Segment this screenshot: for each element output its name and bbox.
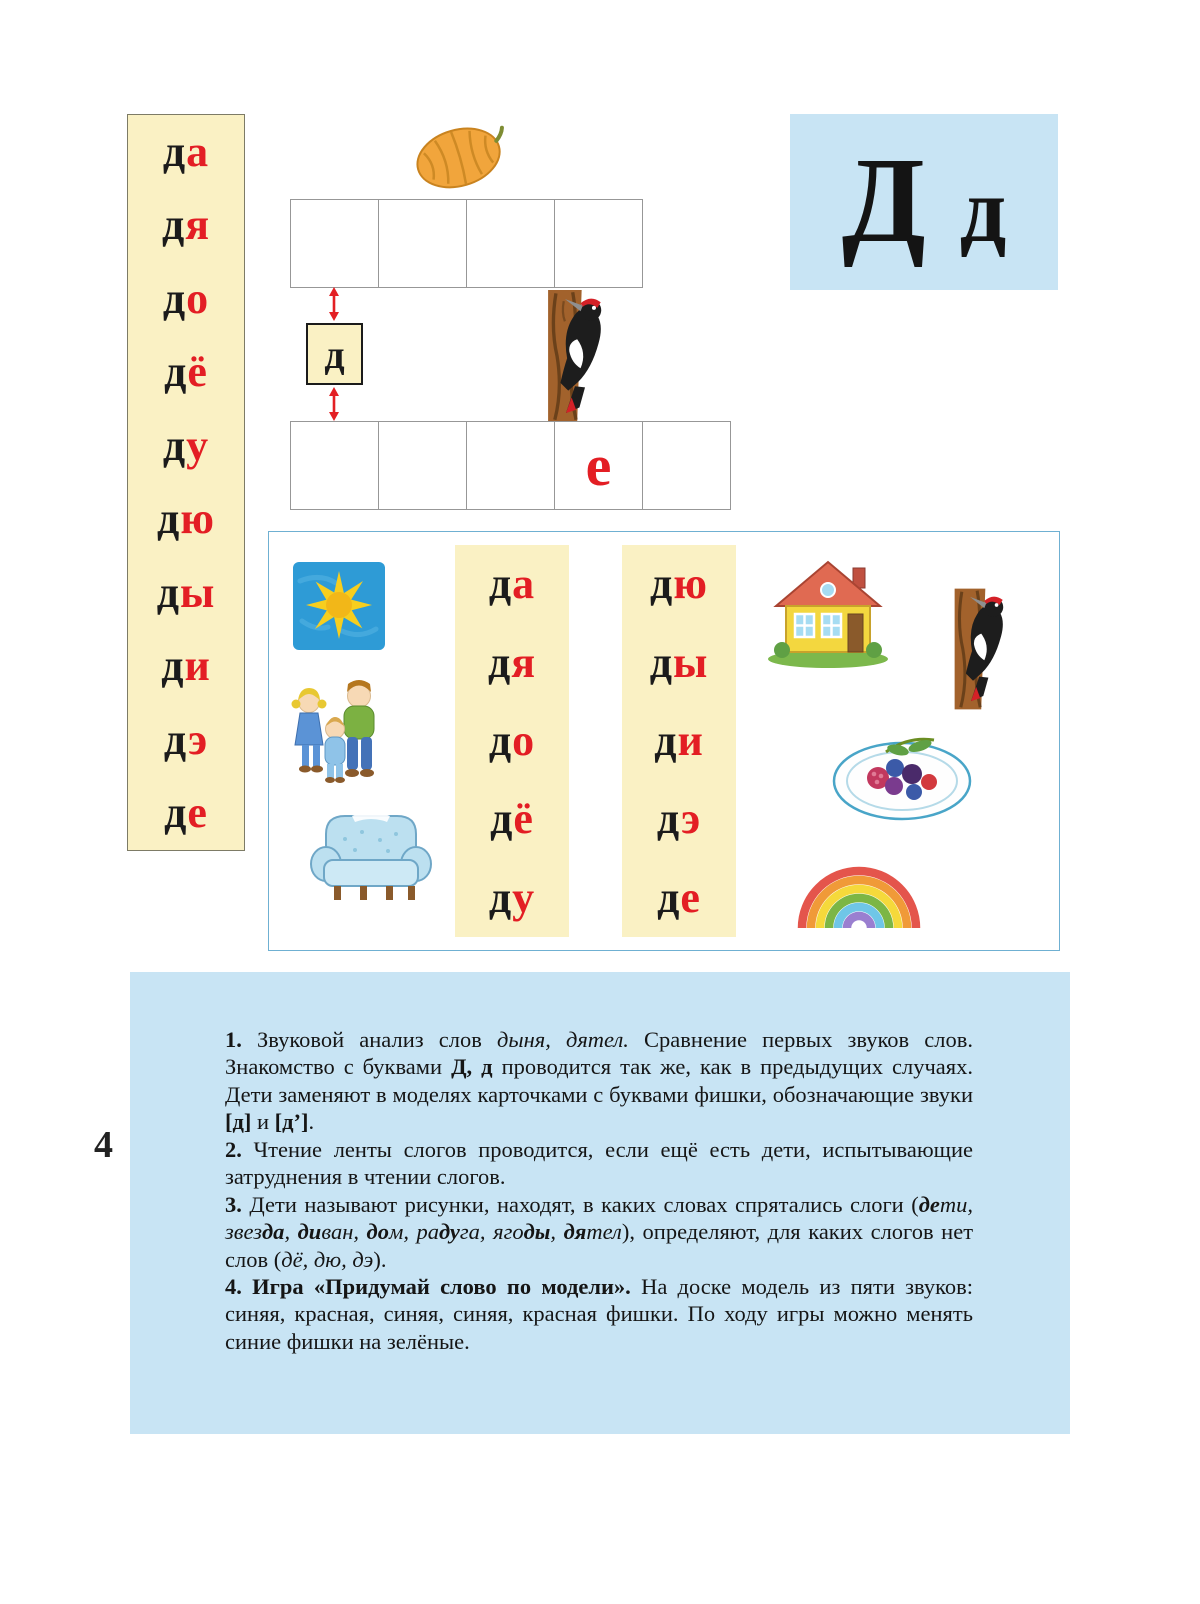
syllable-vowel: е xyxy=(680,872,701,922)
syllable-consonant: д xyxy=(488,872,513,922)
syllable xyxy=(162,273,210,323)
syllable xyxy=(657,872,701,922)
syllable-consonant: д xyxy=(164,788,188,838)
syllable-vowel: о xyxy=(512,715,536,765)
instruction-paragraph-1: 1. Звуковой анализ слов дыня, дятел. Сравнение первых звуков слов. Знакомство с буквами Д, д проводится так же, как в предыдущих случаях. Дети заменяют в моделях карточками с буквами фишки, обозначающие звуки [д] и [д’]. xyxy=(225,1027,973,1135)
syllable-vowel: и xyxy=(184,641,211,691)
syllable-consonant: д xyxy=(657,872,681,922)
syllable-vowel: э xyxy=(188,714,209,764)
syllable-consonant: д xyxy=(487,637,512,687)
syllable-vowel: я xyxy=(511,637,537,687)
syllable-consonant: д xyxy=(650,559,674,609)
syllable-consonant: д xyxy=(162,273,187,323)
syllable xyxy=(156,567,216,617)
syllable-vowel: ё xyxy=(513,794,534,844)
syllable-consonant: д xyxy=(654,715,678,765)
sound-cell xyxy=(466,421,555,510)
syllable-consonant: д xyxy=(163,714,189,764)
syllable-vowel: э xyxy=(681,794,702,844)
syllable-consonant: д xyxy=(488,559,513,609)
model-letter-e: е xyxy=(585,432,612,498)
syllable xyxy=(656,794,702,844)
syllable xyxy=(488,715,536,765)
sound-cell xyxy=(554,421,643,510)
syllable xyxy=(164,347,208,397)
syllable-consonant: д xyxy=(162,420,187,470)
instruction-paragraph-3: 3. Дети называют рисунки, находят, в каких словах спрятались слоги (дети, звезда, диван, дом, радуга, ягоды, дятел), определяют, для каких слогов нет слов (дё, дю, дэ). xyxy=(225,1191,974,1272)
syllable xyxy=(162,420,210,470)
syllable-consonant: д xyxy=(490,794,514,844)
instruction-paragraph-4: 4. Игра «Придумай слово по модели». На доске модель из пяти звуков: синяя, красная, синяя, синяя, красная фишки. По ходу игры можно менять синие фишки на зелёные. xyxy=(225,1273,974,1354)
syllable xyxy=(650,559,708,609)
instructions-panel xyxy=(130,972,1070,1434)
sound-cell xyxy=(290,199,379,288)
sound-cell xyxy=(642,421,731,510)
instructions-text xyxy=(225,1026,973,1355)
syllable xyxy=(488,872,536,922)
instruction-paragraph-2: 2. Чтение ленты слогов проводится, если ещё есть дети, испытывающие затруднения в чтении слогов. xyxy=(225,1136,973,1190)
letter-card-small xyxy=(306,323,363,385)
syllable-vowel: ы xyxy=(672,637,709,687)
syllable xyxy=(161,641,211,691)
star-image xyxy=(292,561,386,651)
syllable xyxy=(161,200,211,250)
syllable-vowel: о xyxy=(186,273,210,323)
word-model-dyatel xyxy=(290,421,731,510)
woodpecker-image xyxy=(926,584,1016,714)
syllable-consonant: д xyxy=(161,641,185,691)
syllable-consonant: д xyxy=(649,637,673,687)
sofa-image xyxy=(300,804,442,904)
syllable-vowel: а xyxy=(512,559,536,609)
letter-uppercase: Д xyxy=(841,133,926,268)
syllable-column-2 xyxy=(622,545,736,937)
syllable-vowel: ю xyxy=(180,494,215,544)
syllable-vowel: и xyxy=(677,715,704,765)
syllable-vowel: ю xyxy=(673,559,708,609)
syllable xyxy=(157,494,215,544)
syllable-strip-left xyxy=(127,114,245,851)
syllable xyxy=(487,637,537,687)
sound-cell xyxy=(378,421,467,510)
syllable xyxy=(488,559,536,609)
syllable xyxy=(649,637,709,687)
syllable-consonant: д xyxy=(164,347,188,397)
syllable-vowel: у xyxy=(186,420,210,470)
syllable-consonant: д xyxy=(157,494,181,544)
melon-image xyxy=(406,108,510,198)
letter-card-big xyxy=(790,114,1058,290)
syllable-consonant: д xyxy=(156,567,180,617)
letter-lowercase: д xyxy=(959,159,1007,261)
berries-image xyxy=(828,724,976,824)
children-image xyxy=(280,674,398,792)
sound-cell xyxy=(378,199,467,288)
sound-cell xyxy=(554,199,643,288)
syllable-vowel: ы xyxy=(179,567,216,617)
house-image xyxy=(764,556,892,670)
sound-cell xyxy=(466,199,555,288)
syllable-column-1 xyxy=(455,545,569,937)
syllable xyxy=(654,715,704,765)
letter-card-small-letter: д xyxy=(324,331,345,377)
woodpecker-image xyxy=(516,290,616,422)
syllable xyxy=(162,126,210,176)
syllable-consonant: д xyxy=(656,794,682,844)
rainbow-image xyxy=(794,848,924,928)
syllable-vowel: е xyxy=(187,788,208,838)
syllable-consonant: д xyxy=(488,715,513,765)
word-model-dynya xyxy=(290,199,643,288)
syllable-vowel: ё xyxy=(187,347,208,397)
syllable-vowel: у xyxy=(512,872,536,922)
arrow-up-icon xyxy=(325,287,343,326)
syllable xyxy=(164,788,208,838)
syllable xyxy=(490,794,534,844)
syllable-vowel: я xyxy=(185,200,211,250)
syllable-consonant: д xyxy=(162,126,187,176)
syllable-vowel: а xyxy=(186,126,210,176)
syllable-consonant: д xyxy=(161,200,186,250)
page-number: 4 xyxy=(94,1124,113,1166)
sound-cell xyxy=(290,421,379,510)
syllable xyxy=(163,714,209,764)
